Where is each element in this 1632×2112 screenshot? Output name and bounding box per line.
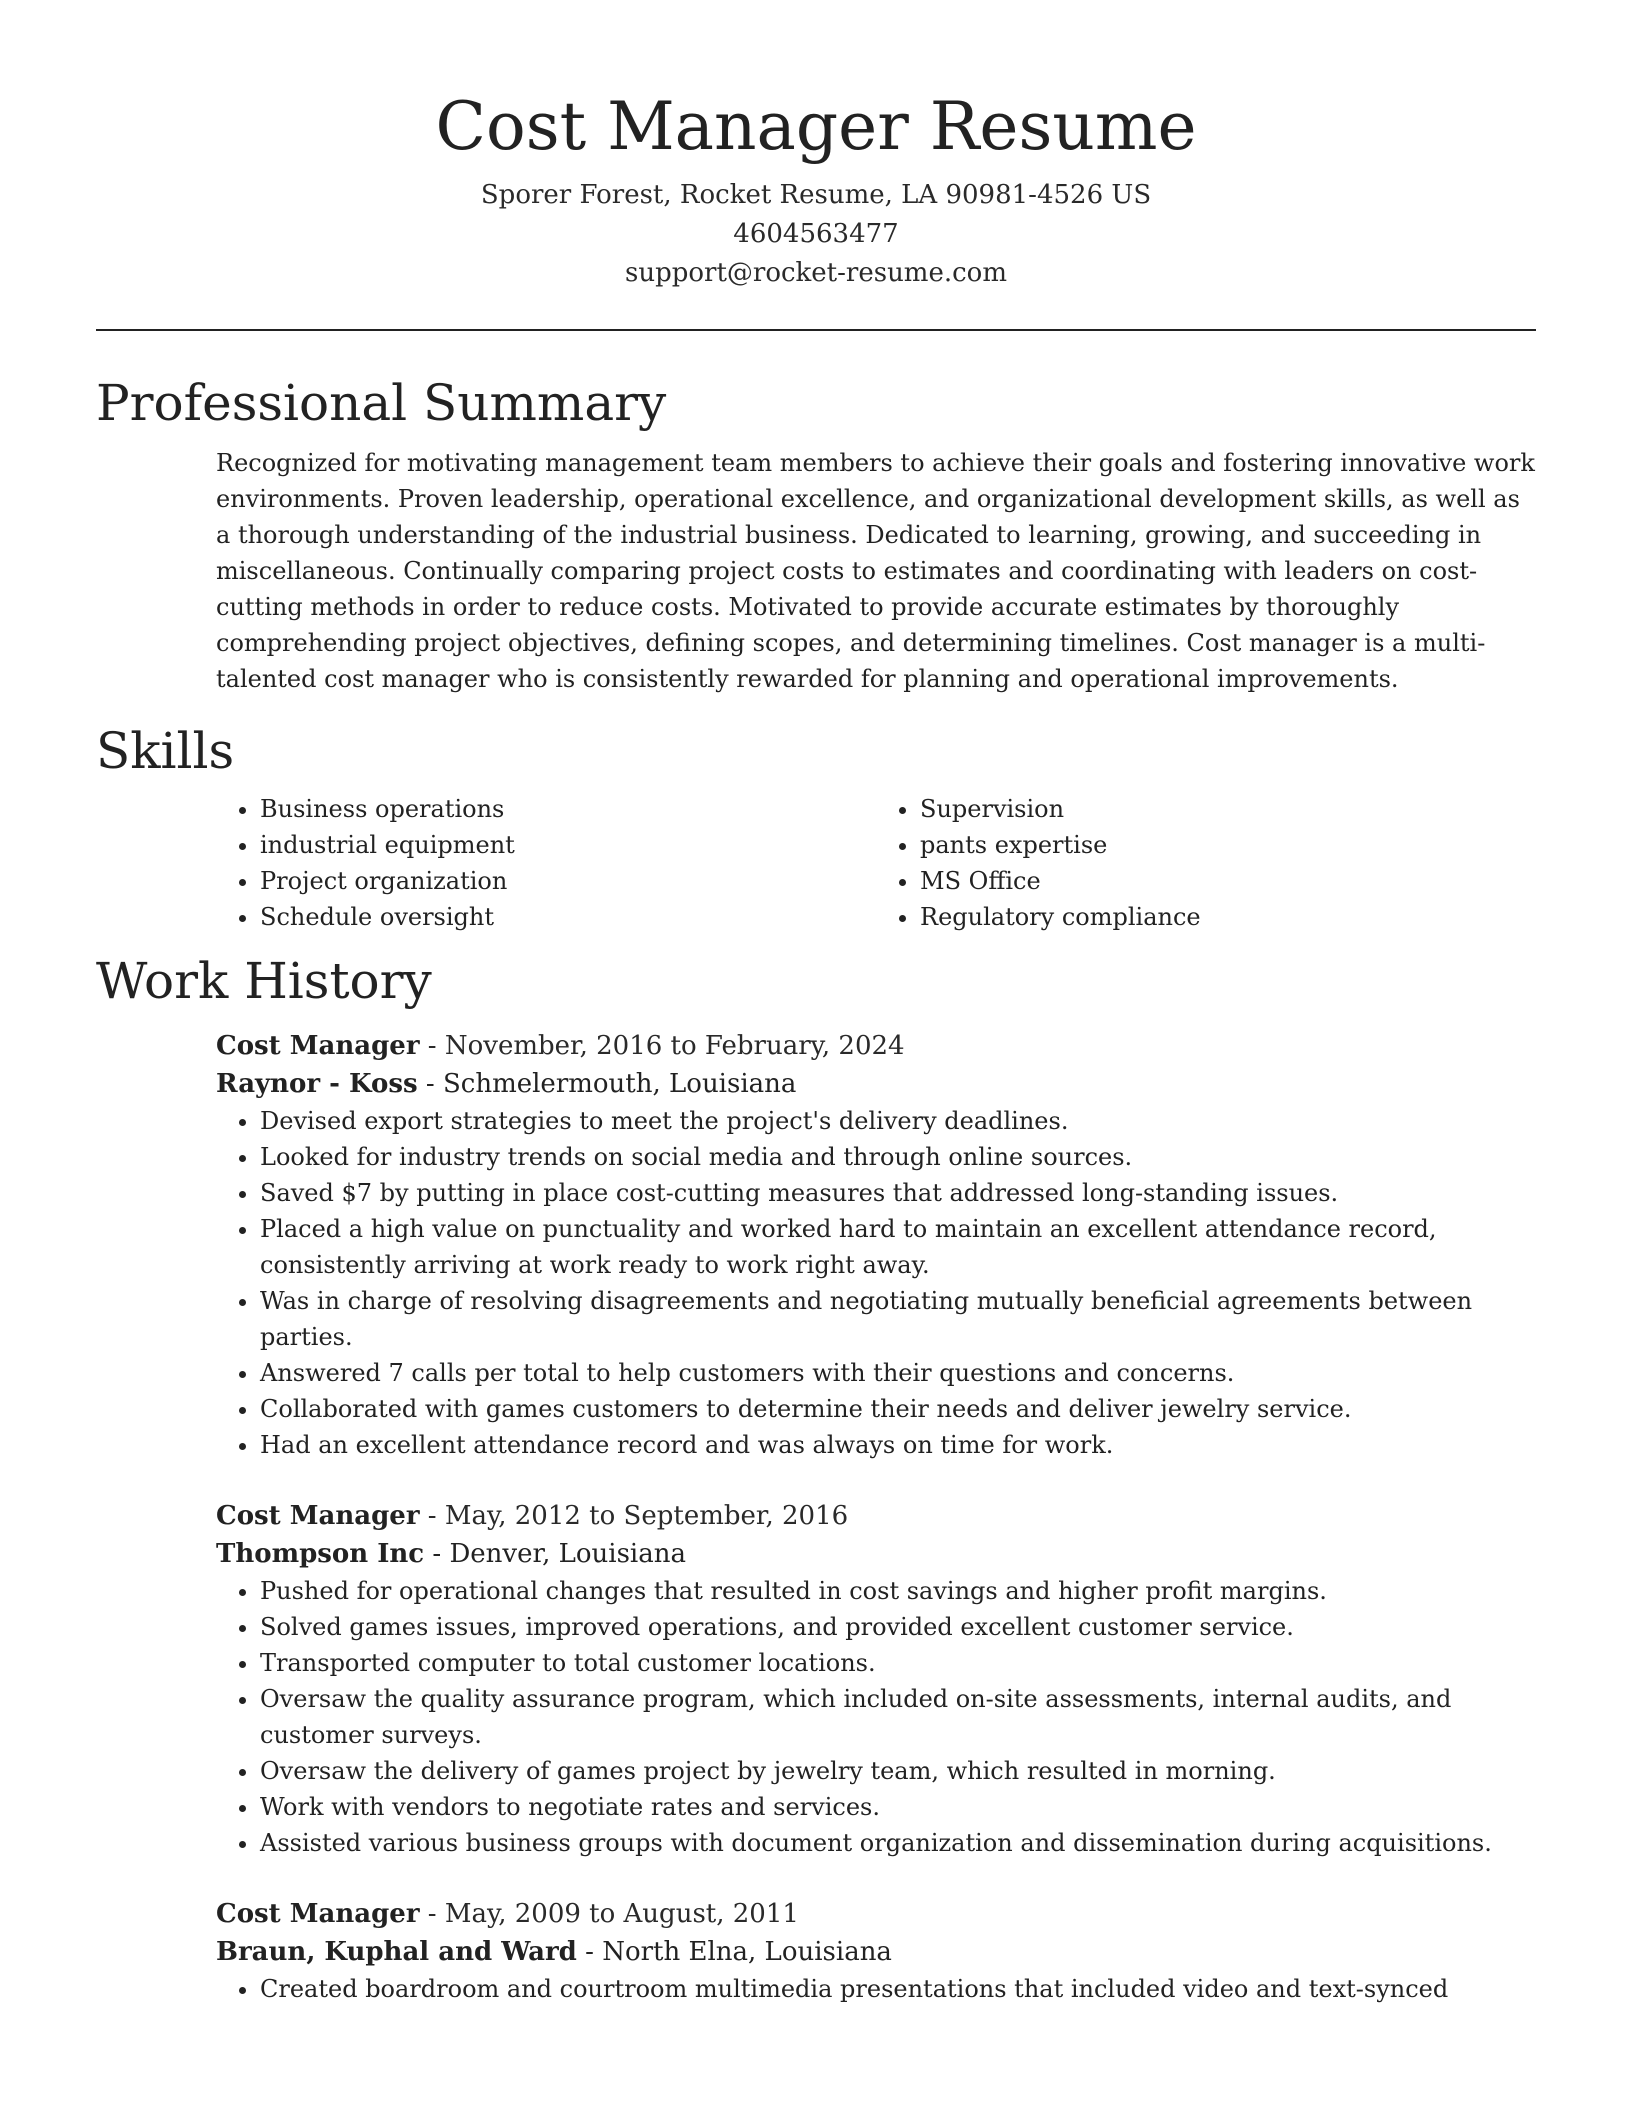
job-role: Cost Manager (216, 1031, 420, 1061)
work-history-section (216, 1027, 1536, 2007)
skills-column-left (216, 791, 876, 935)
resume-page (96, 0, 1536, 2007)
skill-item: • Supervision (920, 791, 1536, 827)
job-location: - North Elna, Louisiana (576, 1937, 892, 1967)
job-bullet: • Collaborated with games customers to determine their needs and deliver jewelry service. (260, 1391, 1536, 1427)
job-bullet: • Solved games issues, improved operations, and provided excellent customer service. (260, 1609, 1536, 1645)
job-location: - Denver, Louisiana (424, 1539, 686, 1569)
job-dates: - November, 2016 to February, 2024 (419, 1031, 905, 1061)
job-company-line (216, 1065, 1536, 1103)
phone: 4604563477 (733, 219, 899, 249)
job-bullet: • Transported computer to total customer locations. (260, 1645, 1536, 1681)
job-bullet: • Work with vendors to negotiate rates and services. (260, 1789, 1536, 1825)
job-bullets (216, 1103, 1536, 1463)
job-location: - Schmelermouth, Louisiana (417, 1069, 797, 1099)
job-bullet: • Devised export strategies to meet the project's delivery deadlines. (260, 1103, 1536, 1139)
job-bullet: • Looked for industry trends on social media and through online sources. (260, 1139, 1536, 1175)
job-bullets (216, 1971, 1536, 2007)
job-bullet: • Pushed for operational changes that resulted in cost savings and higher profit margins. (260, 1573, 1536, 1609)
skill-item: • MS Office (920, 863, 1536, 899)
job-role: Cost Manager (216, 1501, 420, 1531)
job-dates: - May, 2012 to September, 2016 (419, 1501, 849, 1531)
job-company-line (216, 1535, 1536, 1573)
skill-item: • industrial equipment (260, 827, 876, 863)
job-bullet: • Was in charge of resolving disagreements and negotiating mutually beneficial agreements between parties. (260, 1283, 1536, 1355)
job-bullet: • Oversaw the quality assurance program, which included on-site assessments, internal audits, and customer surveys. (260, 1681, 1536, 1753)
email: support@rocket-resume.com (624, 258, 1007, 288)
section-title-summary: Professional Summary (96, 374, 667, 432)
job-title-line (216, 1895, 1536, 1933)
job-bullet: • Placed a high value on punctuality and worked hard to maintain an excellent attendance record, consistently arriving at work ready to work right away. (260, 1211, 1536, 1283)
job-company: Braun, Kuphal and Ward (216, 1937, 577, 1967)
job-entry (216, 1497, 1536, 1861)
contact-info (96, 176, 1536, 293)
job-bullets (216, 1573, 1536, 1861)
address: Sporer Forest, Rocket Resume, LA 90981-4526 US (480, 180, 1152, 210)
skill-item: • Regulatory compliance (920, 899, 1536, 935)
job-bullet: • Oversaw the delivery of games project by jewelry team, which resulted in morning. (260, 1753, 1536, 1789)
section-title-work-history: Work History (96, 952, 432, 1010)
job-entry (216, 1027, 1536, 1463)
skills-list (216, 791, 1536, 935)
job-title-line (216, 1027, 1536, 1065)
job-bullet: • Created boardroom and courtroom multimedia presentations that included video and text-synced (260, 1971, 1536, 2007)
section-title-skills: Skills (96, 722, 235, 780)
skill-item: • Schedule oversight (260, 899, 876, 935)
job-company: Raynor - Koss (216, 1069, 418, 1099)
job-bullet: • Answered 7 calls per total to help customers with their questions and concerns. (260, 1355, 1536, 1391)
job-title-line (216, 1497, 1536, 1535)
summary-text: Recognized for motivating management team members to achieve their goals and fostering innovative work environments. Proven leadership, operational excellence, and organizational development skills, as well as a thorough understanding of the industrial business. Dedicated to learning, growing, and succeeding in miscellaneous. Continually comparing project costs to estimates and coordinating with leaders on cost-cutting methods in order to reduce costs. Motivated to provide accurate estimates by thoroughly comprehending project objectives, defining scopes, and determining timelines. Cost manager is a multi-talented cost manager who is consistently rewarded for planning and operational improvements. (216, 449, 1535, 693)
job-company-line (216, 1933, 1536, 1971)
job-bullet: • Assisted various business groups with document organization and dissemination during acquisitions. (260, 1825, 1536, 1861)
job-company: Thompson Inc (216, 1539, 425, 1569)
skills-column-right (876, 791, 1536, 935)
header-divider (96, 329, 1536, 331)
resume-title: Cost Manager Resume (435, 88, 1197, 165)
job-dates: - May, 2009 to August, 2011 (419, 1899, 799, 1929)
job-bullet: • Had an excellent attendance record and was always on time for work. (260, 1427, 1536, 1463)
summary-section (216, 445, 1536, 697)
job-entry (216, 1895, 1536, 2007)
resume-header (96, 0, 1536, 293)
skill-item: • Project organization (260, 863, 876, 899)
skill-item: • pants expertise (920, 827, 1536, 863)
job-bullet: • Saved $7 by putting in place cost-cutting measures that addressed long-standing issues. (260, 1175, 1536, 1211)
skill-item: • Business operations (260, 791, 876, 827)
job-role: Cost Manager (216, 1899, 420, 1929)
